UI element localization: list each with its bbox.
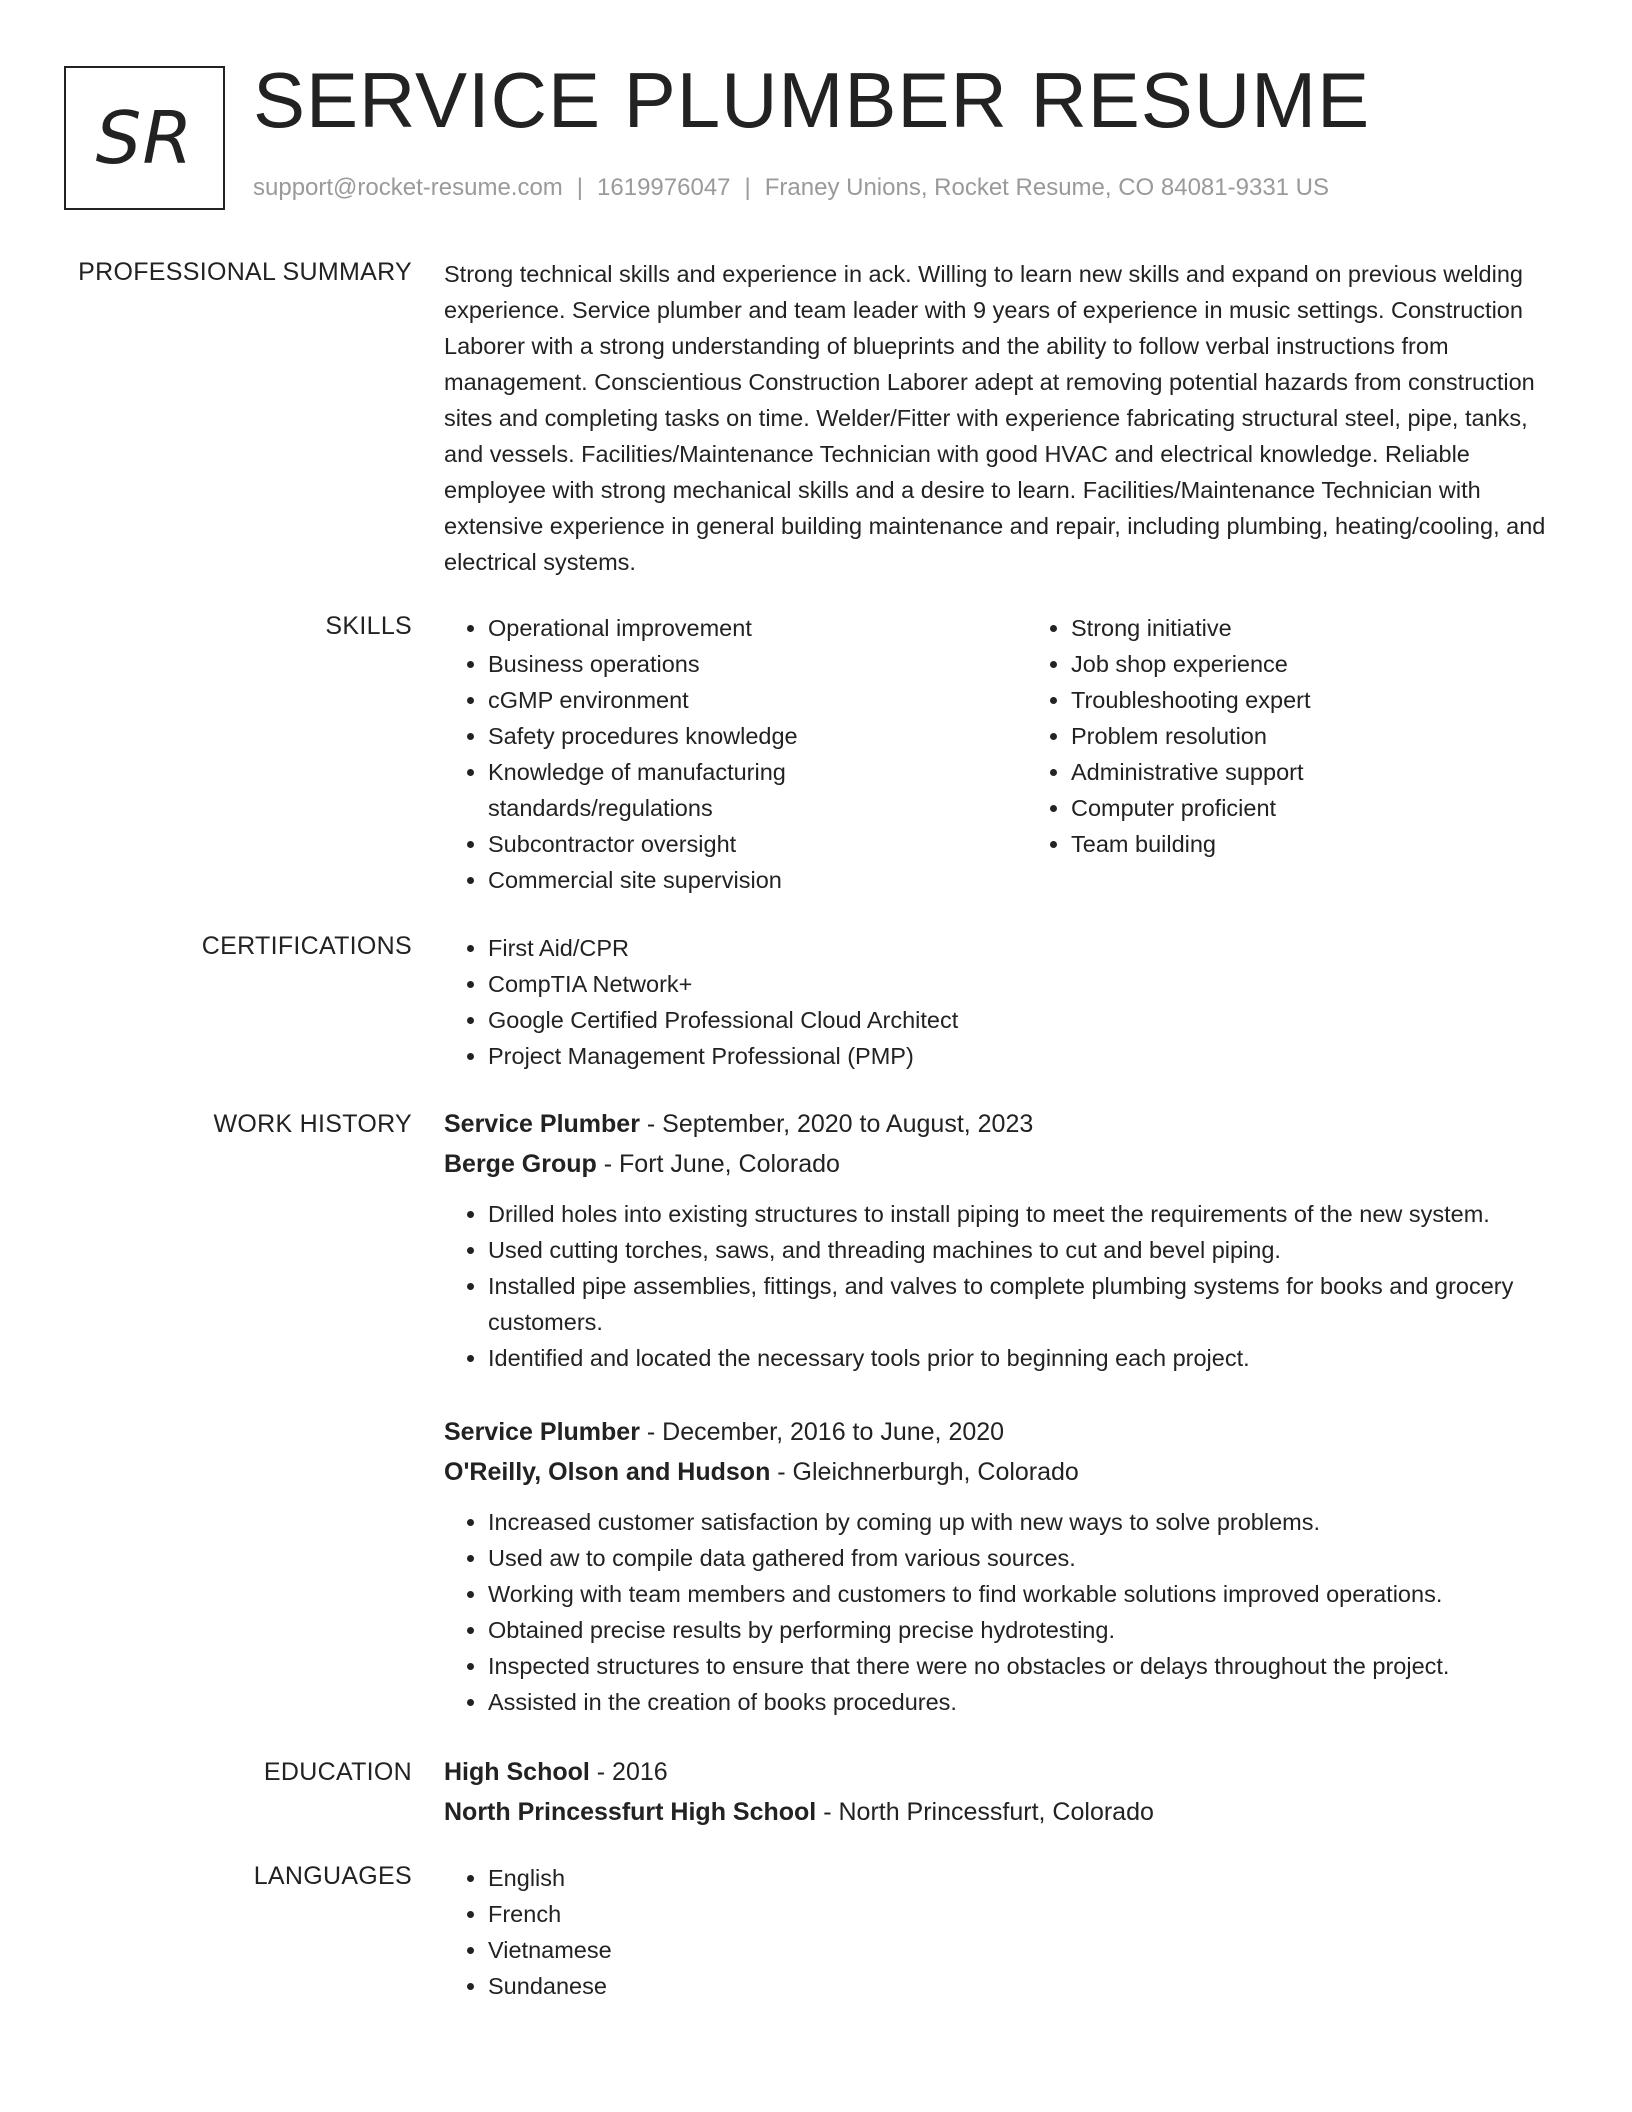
education-school-line <box>444 1792 1564 1832</box>
job-bullet: • Drilled holes into existing structures to install piping to meet the requirements of the new system. <box>488 1196 1564 1232</box>
languages-heading: LANGUAGES <box>253 1862 412 1890</box>
education-degree: High School <box>444 1758 590 1786</box>
skill-item: • Knowledge of manufacturing standards/regulations <box>488 754 981 826</box>
languages-list <box>444 1860 1564 2004</box>
contact-address: Franey Unions, Rocket Resume, CO 84081-9331 US <box>764 174 1330 201</box>
summary-text: Strong technical skills and experience in ack. Willing to learn new skills and expand on previous welding experience. Service plumber and team leader with 9 years of experience in music settings. Construction Laborer with a strong understanding of blueprints and the ability to follow verbal instructions from management. Conscientious Construction Laborer adept at removing potential hazards from construction sites and completing tasks on time. Welder/Fitter with experience fabricating structural steel, pipe, tanks, and vessels. Facilities/Maintenance Technician with good HVAC and electrical knowledge. Reliable employee with strong mechanical skills and a desire to learn. Facilities/Maintenance Technician with extensive experience in general building maintenance and repair, including plumbing, heating/cooling, and electrical systems. <box>444 261 1546 575</box>
summary-heading: PROFESSIONAL SUMMARY <box>78 258 412 286</box>
skill-item: • Job shop experience <box>1071 646 1564 682</box>
skill-item: • Strong initiative <box>1071 610 1564 646</box>
certifications-heading: CERTIFICATIONS <box>201 932 412 960</box>
certifications-list <box>444 930 1564 1074</box>
skill-item: • Commercial site supervision <box>488 862 981 898</box>
job-bullet: • Used aw to compile data gathered from various sources. <box>488 1540 1564 1576</box>
skill-item: • Business operations <box>488 646 981 682</box>
job-company: O'Reilly, Olson and Hudson <box>444 1458 771 1486</box>
contact-line <box>253 174 1329 202</box>
job-company-line <box>444 1452 1564 1492</box>
language-item: • Sundanese <box>488 1968 1564 2004</box>
job-title-line <box>444 1412 1564 1452</box>
skill-item: • Operational improvement <box>488 610 981 646</box>
job-location: - Fort June, Colorado <box>596 1150 840 1178</box>
education-heading: EDUCATION <box>263 1758 412 1786</box>
contact-separator: | <box>744 174 751 201</box>
skills-list-right <box>1027 610 1564 898</box>
page-title: SERVICE PLUMBER RESUME <box>253 56 1371 144</box>
job-bullet: • Working with team members and customers to find workable solutions improved operations. <box>488 1576 1564 1612</box>
certification-item: • Project Management Professional (PMP) <box>488 1038 1564 1074</box>
skill-item: • Computer proficient <box>1071 790 1564 826</box>
certification-item: • Google Certified Professional Cloud Architect <box>488 1002 1564 1038</box>
job-bullet: • Assisted in the creation of books procedures. <box>488 1684 1564 1720</box>
skill-item: • Team building <box>1071 826 1564 862</box>
job-bullets <box>444 1504 1564 1720</box>
skill-item: • cGMP environment <box>488 682 981 718</box>
contact-phone: 1619976047 <box>597 174 731 201</box>
certification-item: • CompTIA Network+ <box>488 966 1564 1002</box>
job-location: - Gleichnerburgh, Colorado <box>770 1458 1079 1486</box>
skills-heading: SKILLS <box>325 612 412 640</box>
job-bullet: • Identified and located the necessary tools prior to beginning each project. <box>488 1340 1564 1376</box>
job-company: Berge Group <box>444 1150 597 1178</box>
education-degree-line <box>444 1752 1564 1792</box>
job-dates: - December, 2016 to June, 2020 <box>639 1418 1005 1446</box>
skills-list-left <box>444 610 981 898</box>
skill-item: • Administrative support <box>1071 754 1564 790</box>
skill-item: • Safety procedures knowledge <box>488 718 981 754</box>
certification-item: • First Aid/CPR <box>488 930 1564 966</box>
skill-item: • Problem resolution <box>1071 718 1564 754</box>
contact-email: support@rocket-resume.com <box>253 174 563 201</box>
language-item: • English <box>488 1860 1564 1896</box>
job-title: Service Plumber <box>444 1418 640 1446</box>
skill-item: • Subcontractor oversight <box>488 826 981 862</box>
education-year: - 2016 <box>589 1758 668 1786</box>
language-item: • Vietnamese <box>488 1932 1564 1968</box>
skill-item: • Troubleshooting expert <box>1071 682 1564 718</box>
job-bullet: • Obtained precise results by performing precise hydrotesting. <box>488 1612 1564 1648</box>
education-location: - North Princessfurt, Colorado <box>816 1798 1154 1826</box>
contact-separator: | <box>576 174 584 201</box>
monogram: SR <box>64 66 225 210</box>
work-heading: WORK HISTORY <box>213 1110 412 1138</box>
job-bullet: • Inspected structures to ensure that there were no obstacles or delays throughout the project. <box>488 1648 1564 1684</box>
job-bullets <box>444 1196 1564 1376</box>
job-bullet: • Installed pipe assemblies, fittings, and valves to complete plumbing systems for books and grocery customers. <box>488 1268 1564 1340</box>
language-item: • French <box>488 1896 1564 1932</box>
job-title: Service Plumber <box>444 1110 640 1138</box>
job-title-line <box>444 1104 1564 1144</box>
education-school: North Princessfurt High School <box>444 1798 817 1826</box>
job-bullet: • Used cutting torches, saws, and threading machines to cut and bevel piping. <box>488 1232 1564 1268</box>
job-entry <box>444 1104 1564 1376</box>
job-company-line <box>444 1144 1564 1184</box>
job-entry <box>444 1412 1564 1720</box>
job-dates: - September, 2020 to August, 2023 <box>639 1110 1034 1138</box>
job-bullet: • Increased customer satisfaction by coming up with new ways to solve problems. <box>488 1504 1564 1540</box>
